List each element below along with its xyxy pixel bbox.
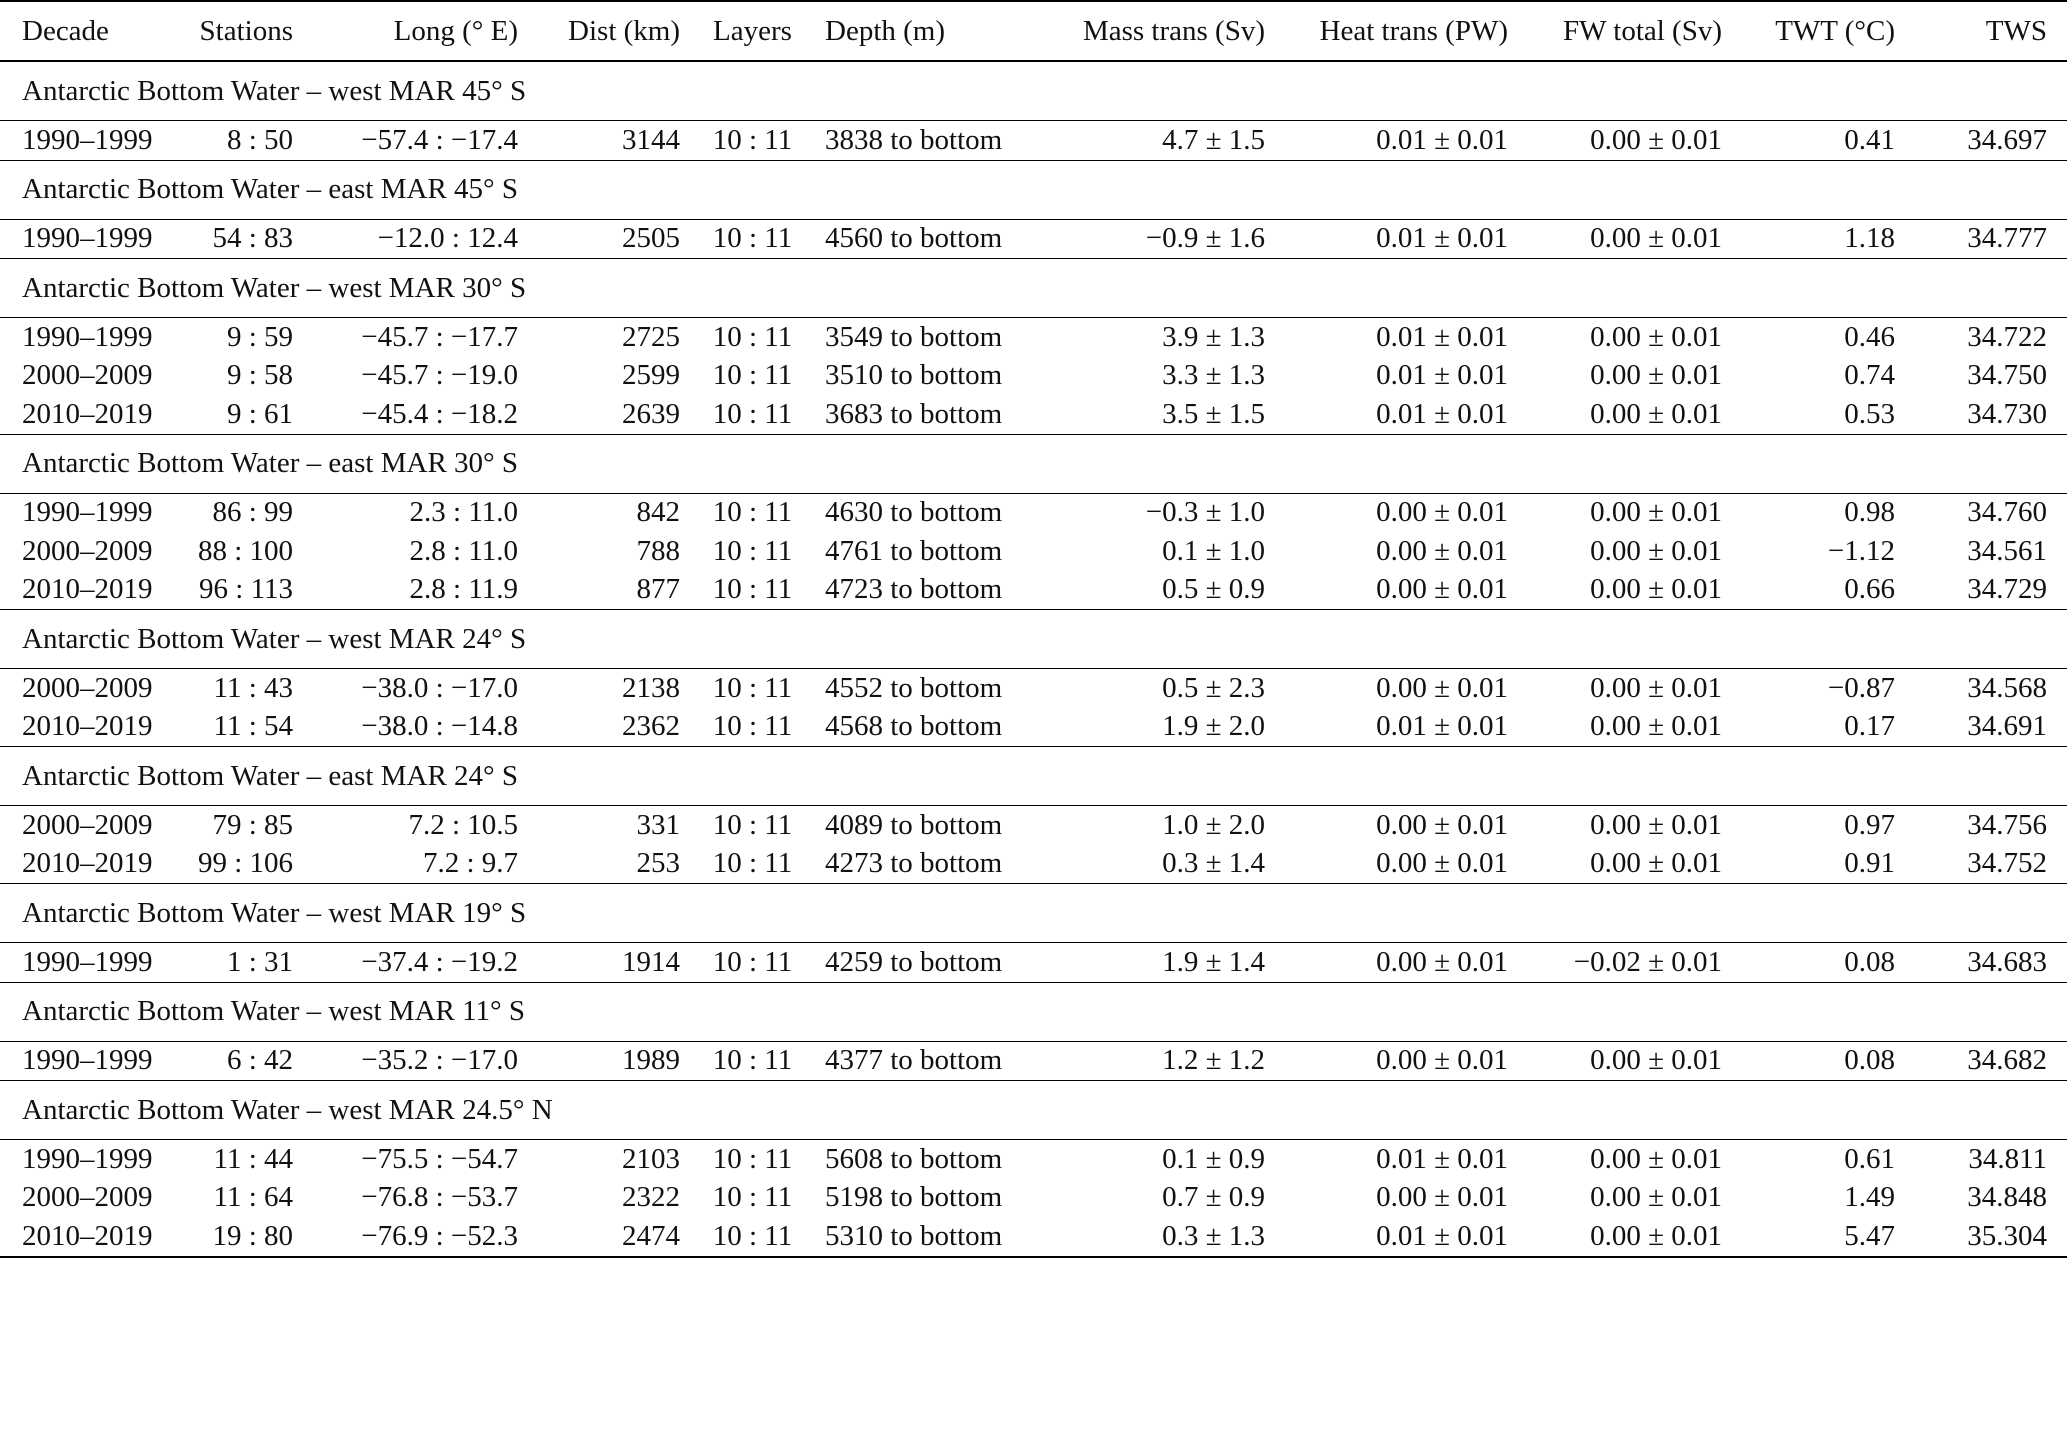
cell-heat-transport: 0.01 ± 0.01 [1376,1142,1508,1175]
cell-twt: 5.47 [1742,1217,1915,1257]
cell-twt: 0.46 [1844,320,1895,353]
cell-heat-transport: 0.00 ± 0.01 [1285,845,1528,884]
cell-decade: 1990–1999 [0,121,188,161]
cell-mass-transport: 0.3 ± 1.4 [1035,845,1285,884]
section-heading-row [0,747,2067,806]
cell-longitude: −57.4 : −17.4 [313,121,538,161]
cell-longitude: 2.8 : 11.9 [313,571,538,610]
header-tws: TWS [1915,1,2067,61]
table-row [0,532,2067,571]
cell-heat-transport: 0.00 ± 0.01 [1376,534,1508,567]
cell-stations: 11 : 44 [213,1142,293,1175]
cell-longitude: −35.2 : −17.0 [313,1041,538,1081]
cell-twt: −0.87 [1827,671,1895,704]
cell-decade: 2000–2009 [22,671,153,704]
cell-depth: 5310 to bottom [825,1217,1035,1257]
cell-layers: 10 : 11 [700,395,825,434]
cell-longitude: −38.0 : −17.0 [361,671,518,704]
cell-depth: 5608 to bottom [825,1142,1003,1175]
cell-distance: 877 [538,571,700,610]
cell-freshwater-total: 0.00 ± 0.01 [1528,121,1742,161]
cell-tws: 34.561 [1967,534,2047,567]
cell-distance: 2725 [622,320,680,353]
cell-tws: 34.752 [1915,845,2067,884]
header-mass-transport: Mass trans (Sv) [1035,1,1285,61]
cell-distance: 1989 [538,1041,700,1081]
cell-layers: 10 : 11 [712,1142,793,1175]
cell-stations: 1 : 31 [188,943,313,983]
cell-distance: 253 [538,845,700,884]
cell-decade: 1990–1999 [0,943,188,983]
cell-layers: 10 : 11 [700,219,825,259]
cell-freshwater-total: −0.02 ± 0.01 [1528,943,1742,983]
cell-longitude: 7.2 : 9.7 [313,845,538,884]
cell-stations: 96 : 113 [188,571,313,610]
cell-depth: 4723 to bottom [825,571,1035,610]
cell-layers: 10 : 11 [712,534,793,567]
cell-tws: 34.697 [1915,121,2067,161]
cell-stations: 6 : 42 [188,1041,313,1081]
cell-heat-transport: 0.00 ± 0.01 [1376,671,1508,704]
cell-layers: 10 : 11 [712,496,793,529]
section-title: Antarctic Bottom Water – west MAR 24.5° N [0,1081,2067,1140]
cell-heat-transport: 0.00 ± 0.01 [1285,943,1528,983]
cell-distance: 2138 [622,671,680,704]
cell-depth: 3510 to bottom [825,359,1003,392]
cell-longitude: 7.2 : 10.5 [408,808,518,841]
cell-heat-transport: 0.01 ± 0.01 [1376,359,1508,392]
cell-layers: 10 : 11 [700,1217,825,1257]
cell-decade: 2010–2019 [0,571,188,610]
cell-freshwater-total: 0.00 ± 0.01 [1528,845,1742,884]
header-row [0,1,2067,61]
cell-freshwater-total: 0.00 ± 0.01 [1590,534,1722,567]
cell-layers: 10 : 11 [700,845,825,884]
cell-distance: 2322 [622,1181,680,1214]
cell-freshwater-total: 0.00 ± 0.01 [1528,219,1742,259]
cell-distance: 1914 [538,943,700,983]
cell-tws: 34.777 [1915,219,2067,259]
header-depth: Depth (m) [825,1,1035,61]
cell-tws: 34.722 [1967,320,2047,353]
cell-layers: 10 : 11 [700,1041,825,1081]
cell-stations: 11 : 43 [213,671,293,704]
cell-tws: 34.756 [1967,808,2047,841]
cell-tws: 34.568 [1967,671,2047,704]
cell-twt: 0.08 [1742,1041,1915,1081]
cell-longitude: −76.9 : −52.3 [313,1217,538,1257]
cell-twt: 1.18 [1742,219,1915,259]
cell-heat-transport: 0.00 ± 0.01 [1285,1041,1528,1081]
cell-longitude: 2.8 : 11.0 [409,534,518,567]
cell-mass-transport: 1.0 ± 2.0 [1162,808,1265,841]
cell-twt: 0.66 [1742,571,1915,610]
cell-stations: 19 : 80 [188,1217,313,1257]
cell-decade: 2010–2019 [0,395,188,434]
cell-stations: 99 : 106 [188,845,313,884]
cell-longitude: −12.0 : 12.4 [313,219,538,259]
section-title: Antarctic Bottom Water – west MAR 24° S [0,610,2067,669]
cell-depth: 4552 to bottom [825,671,1003,704]
cell-freshwater-total: 0.00 ± 0.01 [1590,808,1722,841]
cell-heat-transport: 0.01 ± 0.01 [1376,320,1508,353]
cell-mass-transport: −0.3 ± 1.0 [1145,496,1265,529]
cell-mass-transport: 0.3 ± 1.3 [1035,1217,1285,1257]
header-stations: Stations [188,1,313,61]
header-longitude: Long (° E) [313,1,538,61]
cell-tws: 34.730 [1915,395,2067,434]
table-row [0,318,2067,357]
cell-decade: 1990–1999 [22,496,153,529]
table-header [0,1,2067,61]
cell-depth: 4761 to bottom [825,534,1003,567]
cell-heat-transport: 0.01 ± 0.01 [1285,121,1528,161]
table-row [0,395,2067,434]
table-row [0,1140,2067,1179]
cell-stations: 86 : 99 [212,496,293,529]
cell-mass-transport: 3.9 ± 1.3 [1162,320,1265,353]
header-layers: Layers [700,1,825,61]
cell-depth: 3683 to bottom [825,395,1035,434]
cell-distance: 842 [636,496,680,529]
cell-decade: 2010–2019 [0,1217,188,1257]
cell-distance: 2474 [538,1217,700,1257]
section-heading-row [0,434,2067,493]
table-row [0,1179,2067,1218]
table-row [0,219,2067,259]
cell-stations: 9 : 61 [188,395,313,434]
table-row [0,806,2067,845]
cell-freshwater-total: 0.00 ± 0.01 [1590,1181,1722,1214]
cell-layers: 10 : 11 [712,1181,793,1214]
cell-depth: 3838 to bottom [825,121,1035,161]
cell-mass-transport: 0.1 ± 1.0 [1162,534,1265,567]
header-decade: Decade [0,1,188,61]
cell-decade: 2000–2009 [22,534,153,567]
cell-tws: 34.760 [1967,496,2047,529]
cell-stations: 9 : 59 [226,320,293,353]
cell-depth: 4377 to bottom [825,1041,1035,1081]
cell-tws: 34.729 [1915,571,2067,610]
section-title: Antarctic Bottom Water – west MAR 19° S [0,884,2067,943]
cell-mass-transport: 4.7 ± 1.5 [1035,121,1285,161]
cell-longitude: −75.5 : −54.7 [361,1142,518,1175]
cell-freshwater-total: 0.00 ± 0.01 [1590,671,1722,704]
cell-layers: 10 : 11 [700,121,825,161]
cell-freshwater-total: 0.00 ± 0.01 [1590,496,1722,529]
cell-freshwater-total: 0.00 ± 0.01 [1590,359,1722,392]
cell-longitude: 2.3 : 11.0 [409,496,518,529]
cell-twt: 0.17 [1742,708,1915,747]
cell-depth: 5198 to bottom [825,1181,1003,1214]
cell-mass-transport: 0.5 ± 2.3 [1162,671,1265,704]
cell-layers: 10 : 11 [700,943,825,983]
cell-decade: 1990–1999 [0,1041,188,1081]
cell-longitude: −38.0 : −14.8 [313,708,538,747]
cell-distance: 2639 [538,395,700,434]
table-row [0,669,2067,708]
cell-twt: 1.49 [1844,1181,1895,1214]
cell-distance: 788 [636,534,680,567]
cell-depth: 4568 to bottom [825,708,1035,747]
section-heading-row [0,884,2067,943]
table-row [0,493,2067,532]
header-twt: TWT (°C) [1742,1,1915,61]
cell-twt: 0.98 [1844,496,1895,529]
table-row [0,943,2067,983]
cell-depth: 3549 to bottom [825,320,1003,353]
cell-heat-transport: 0.01 ± 0.01 [1285,1217,1528,1257]
cell-freshwater-total: 0.00 ± 0.01 [1528,395,1742,434]
table-row [0,357,2067,396]
cell-tws: 34.848 [1967,1181,2047,1214]
cell-decade: 2010–2019 [0,845,188,884]
cell-twt: 0.41 [1742,121,1915,161]
cell-heat-transport: 0.01 ± 0.01 [1285,708,1528,747]
cell-freshwater-total: 0.00 ± 0.01 [1528,1217,1742,1257]
cell-tws: 34.750 [1967,359,2047,392]
section-title: Antarctic Bottom Water – west MAR 45° S [0,61,2067,121]
cell-decade: 1990–1999 [22,320,153,353]
cell-stations: 54 : 83 [188,219,313,259]
table-row [0,845,2067,884]
cell-depth: 4259 to bottom [825,943,1035,983]
cell-mass-transport: −0.9 ± 1.6 [1035,219,1285,259]
cell-distance: 2362 [538,708,700,747]
cell-mass-transport: 0.5 ± 0.9 [1035,571,1285,610]
cell-stations: 9 : 58 [226,359,293,392]
cell-mass-transport: 1.2 ± 1.2 [1035,1041,1285,1081]
cell-freshwater-total: 0.00 ± 0.01 [1590,320,1722,353]
cell-twt: 0.53 [1742,395,1915,434]
table-row [0,1041,2067,1081]
cell-longitude: −45.7 : −17.7 [361,320,518,353]
cell-decade: 2010–2019 [0,708,188,747]
cell-heat-transport: 0.00 ± 0.01 [1376,496,1508,529]
cell-tws: 34.682 [1915,1041,2067,1081]
cell-mass-transport: 0.7 ± 0.9 [1162,1181,1265,1214]
header-distance: Dist (km) [538,1,700,61]
cell-stations: 8 : 50 [188,121,313,161]
cell-layers: 10 : 11 [700,708,825,747]
table-row [0,708,2067,747]
section-heading-row [0,1081,2067,1140]
cell-tws: 34.811 [1968,1142,2047,1175]
cell-distance: 2505 [538,219,700,259]
cell-heat-transport: 0.01 ± 0.01 [1285,395,1528,434]
section-heading-row [0,259,2067,318]
table-row [0,571,2067,610]
cell-twt: 0.74 [1844,359,1895,392]
cell-freshwater-total: 0.00 ± 0.01 [1528,1041,1742,1081]
header-heat-transport: Heat trans (PW) [1285,1,1528,61]
cell-longitude: −37.4 : −19.2 [313,943,538,983]
section-heading-row [0,982,2067,1041]
cell-depth: 4273 to bottom [825,845,1035,884]
cell-stations: 11 : 54 [188,708,313,747]
cell-twt: −1.12 [1827,534,1895,567]
cell-stations: 11 : 64 [213,1181,293,1214]
cell-depth: 4089 to bottom [825,808,1003,841]
cell-distance: 2103 [622,1142,680,1175]
cell-distance: 331 [636,808,680,841]
cell-depth: 4560 to bottom [825,219,1035,259]
cell-mass-transport: 3.3 ± 1.3 [1162,359,1265,392]
cell-twt: 0.08 [1742,943,1915,983]
cell-longitude: −45.7 : −19.0 [361,359,518,392]
cell-twt: 0.97 [1844,808,1895,841]
cell-distance: 2599 [622,359,680,392]
cell-heat-transport: 0.00 ± 0.01 [1376,1181,1508,1214]
cell-tws: 34.683 [1915,943,2067,983]
cell-twt: 0.61 [1844,1142,1895,1175]
section-heading-row [0,160,2067,219]
cell-mass-transport: 0.1 ± 0.9 [1162,1142,1265,1175]
cell-depth: 4630 to bottom [825,496,1003,529]
cell-mass-transport: 1.9 ± 2.0 [1035,708,1285,747]
header-freshwater-total: FW total (Sv) [1528,1,1742,61]
table-row [0,121,2067,161]
cell-layers: 10 : 11 [712,320,793,353]
cell-decade: 2000–2009 [22,359,153,392]
section-title: Antarctic Bottom Water – west MAR 11° S [0,982,2067,1041]
cell-freshwater-total: 0.00 ± 0.01 [1528,708,1742,747]
cell-layers: 10 : 11 [712,359,793,392]
cell-decade: 1990–1999 [22,1142,153,1175]
cell-freshwater-total: 0.00 ± 0.01 [1528,571,1742,610]
cell-layers: 10 : 11 [700,571,825,610]
table-body [0,61,2067,1257]
cell-heat-transport: 0.01 ± 0.01 [1285,219,1528,259]
cell-longitude: −45.4 : −18.2 [313,395,538,434]
section-heading-row [0,61,2067,121]
cell-tws: 34.691 [1915,708,2067,747]
cell-freshwater-total: 0.00 ± 0.01 [1590,1142,1722,1175]
cell-decade: 2000–2009 [22,808,153,841]
cell-heat-transport: 0.00 ± 0.01 [1285,571,1528,610]
cell-mass-transport: 1.9 ± 1.4 [1035,943,1285,983]
cell-decade: 2000–2009 [22,1181,153,1214]
cell-distance: 3144 [538,121,700,161]
table-row [0,1217,2067,1257]
cell-longitude: −76.8 : −53.7 [361,1181,518,1214]
section-title: Antarctic Bottom Water – east MAR 45° S [0,160,2067,219]
section-heading-row [0,610,2067,669]
cell-stations: 79 : 85 [212,808,293,841]
cell-tws: 35.304 [1915,1217,2067,1257]
cell-decade: 1990–1999 [0,219,188,259]
section-title: Antarctic Bottom Water – west MAR 30° S [0,259,2067,318]
cell-heat-transport: 0.00 ± 0.01 [1376,808,1508,841]
cell-mass-transport: 3.5 ± 1.5 [1035,395,1285,434]
section-title: Antarctic Bottom Water – east MAR 24° S [0,747,2067,806]
cell-layers: 10 : 11 [712,808,793,841]
cell-twt: 0.91 [1742,845,1915,884]
section-title: Antarctic Bottom Water – east MAR 30° S [0,434,2067,493]
cell-stations: 88 : 100 [197,534,293,567]
cell-layers: 10 : 11 [712,671,793,704]
